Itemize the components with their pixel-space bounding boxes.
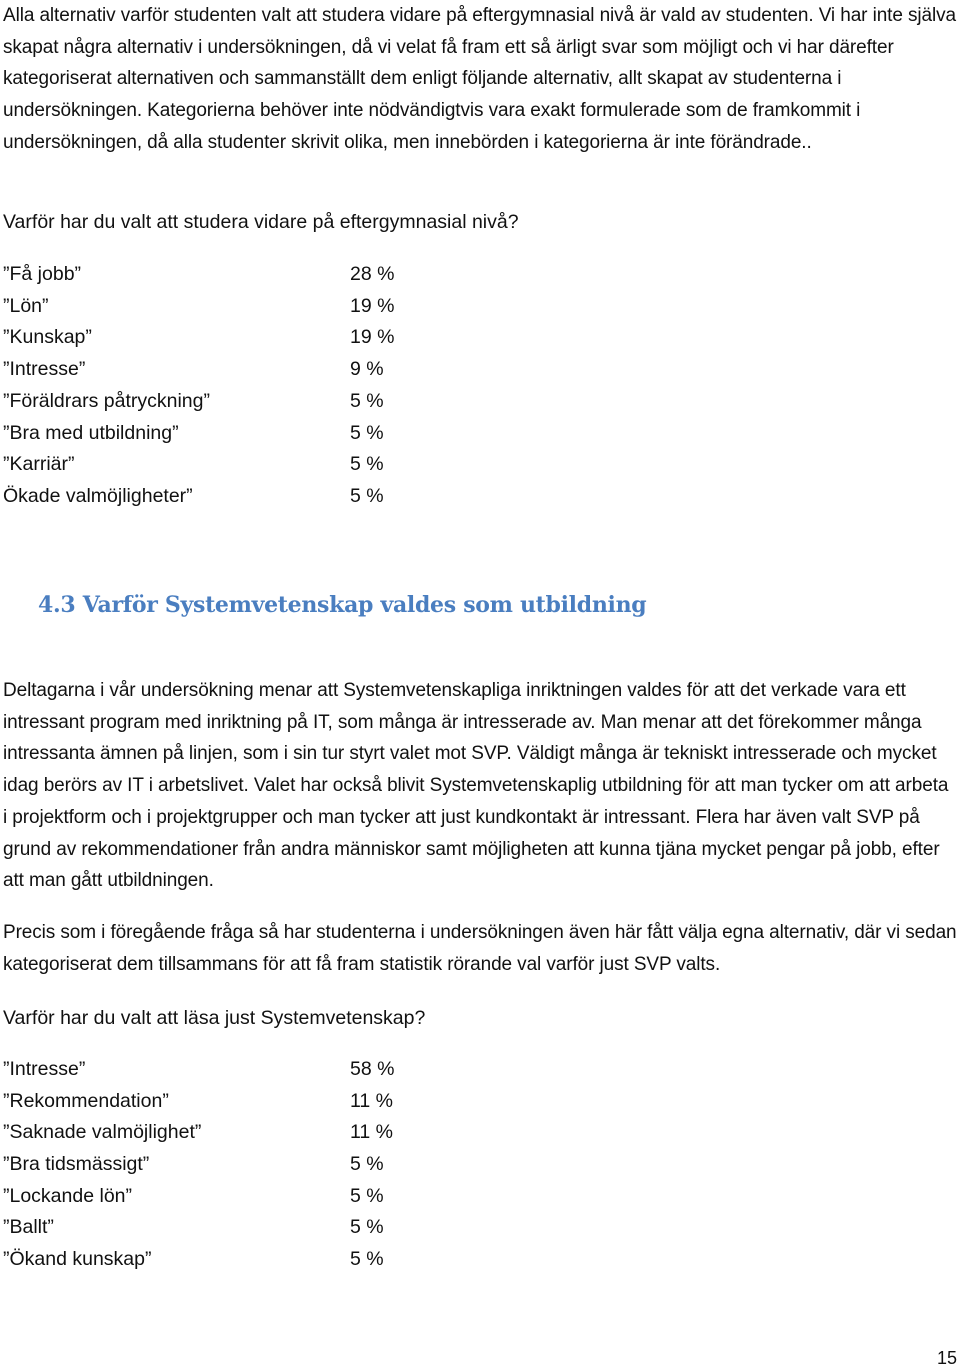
question-eftergymnasial: Varför har du valt att studera vidare på eftergymnasial nivå? [3, 211, 519, 233]
list-item-percent: 5 % [350, 422, 384, 444]
list-item-label: ”Ballt” [3, 1216, 54, 1238]
question-systemvetenskap: Varför har du valt att läsa just Systemvetenskap? [3, 1007, 426, 1029]
list-item-label: ”Saknade valmöjlighet” [3, 1121, 202, 1143]
list-item-percent: 5 % [350, 1216, 384, 1238]
list-item-label: ”Ökand kunskap” [3, 1248, 152, 1270]
section-paragraph-method: Precis som i föregående fråga så har studenterna i undersökningen även här fått välja egna alternativ, där vi sedan kategoriserat dem tillsammans för att få fram statistik rörande val varför just SVP valts. [3, 922, 957, 975]
section-paragraph-motivation: Deltagarna i vår undersökning menar att Systemvetenskapliga inriktningen valdes för att det verkade vara ett intressant program med inriktning på IT, som många är intresserade av. Man menar att det förekommer många intressanta ämnen på linjen, som i sin tur styrt valet mot SVP. Väldigt många är tekniskt intresserade och mycket idag berörs av IT i arbetslivet. Valet har också blivit Systemvetenskaplig utbildning för att man tycker om att arbeta i projektform och i projektgrupper och man tycker att just kundkontakt är intressant. Flera har även valt SVP på grund av rekommendationer från andra människor samt möjligheten att kunna tjäna mycket pengar på jobb, efter att man gått utbildningen. [3, 680, 949, 892]
list-item-percent: 5 % [350, 485, 384, 507]
list-item-percent: 11 % [350, 1121, 393, 1143]
list-item-label: ”Föräldrars påtryckning” [3, 390, 210, 412]
list-item-label: ”Intresse” [3, 358, 86, 380]
list-item-label: ”Bra med utbildning” [3, 422, 179, 444]
page-number: 15 [936, 1348, 957, 1368]
list-item-label: ”Rekommendation” [3, 1090, 169, 1112]
list-item-percent: 5 % [350, 1248, 384, 1270]
list-item-percent: 5 % [350, 1185, 384, 1207]
list-item-label: ”Få jobb” [3, 263, 82, 285]
list-item-percent: 5 % [350, 1153, 384, 1175]
list-item-percent: 5 % [350, 390, 384, 412]
list-item-label: ”Lön” [3, 295, 49, 317]
list-item-label: ”Bra tidsmässigt” [3, 1153, 150, 1175]
section-heading: 4.3 Varför Systemvetenskap valdes som utbildning [38, 592, 647, 618]
list-item-percent: 19 % [350, 295, 395, 317]
list-item-label: ”Lockande lön” [3, 1185, 132, 1207]
list-item-percent: 11 % [350, 1090, 393, 1112]
list-item-label: ”Karriär” [3, 453, 75, 475]
list-item-percent: 5 % [350, 453, 384, 475]
list-item-percent: 19 % [350, 326, 395, 348]
list-item-percent: 28 % [350, 263, 395, 285]
list-item-percent: 9 % [350, 358, 384, 380]
list-item-label: Ökade valmöjligheter” [3, 485, 193, 507]
intro-paragraph: Alla alternativ varför studenten valt att studera vidare på eftergymnasial nivå är vald av studenten. Vi har inte själva skapat några alternativ i undersökningen, då vi velat få fram ett så ärligt svar som möjligt och vi har därefter kategoriserat alternativen och sammanställt dem enligt följande alternativ, allt skapat av studenterna i undersökningen. Kategorierna behöver inte nödvändigtvis vara exakt formulerade som de framkommit i undersökningen, då alla studenter skrivit olika, men innebörden i kategorierna är inte förändrade.. [3, 5, 956, 153]
list-item-percent: 58 % [350, 1058, 395, 1080]
list-item-label: ”Intresse” [3, 1058, 86, 1080]
list-item-label: ”Kunskap” [3, 326, 92, 348]
